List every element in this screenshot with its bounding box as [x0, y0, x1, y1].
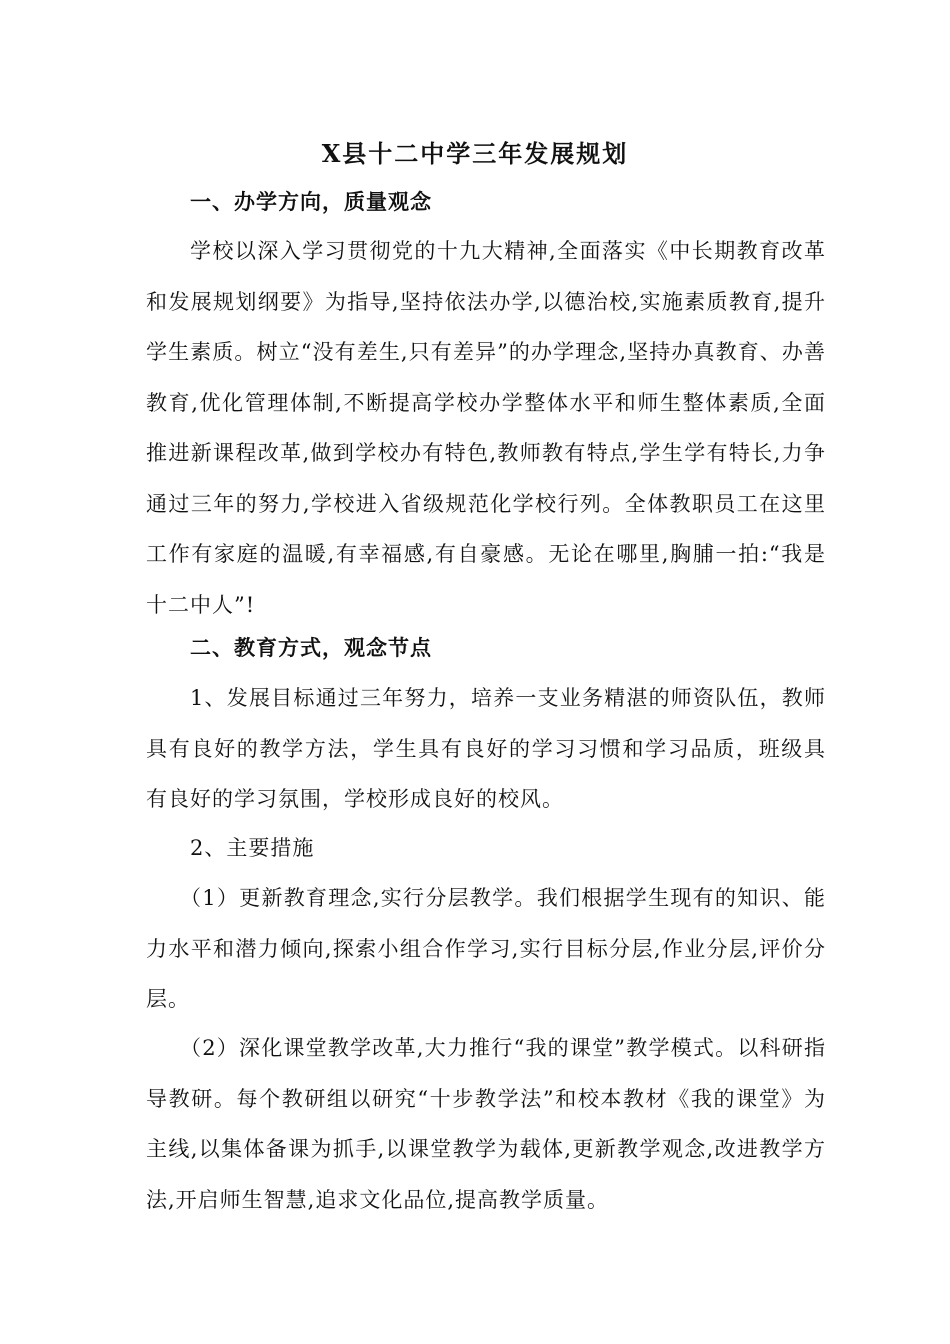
measure1-paragraph: （1）更新教育理念,实行分层教学。我们根据学生现有的知识、能力水平和潜力倾向,探索小组合作学习,实行目标分层,作业分层,评价分层。 — [146, 886, 826, 1011]
section2-item1-paragraph: 1、发展目标通过三年努力，培养一支业务精湛的师资队伍，教师具有良好的教学方法，学生具有良好的学习习惯和学习品质，班级具有良好的学习氛围，学校形成良好的校风。 — [146, 686, 826, 811]
document-title: X县十二中学三年发展规划 — [321, 139, 629, 168]
section1-paragraph: 学校以深入学习贯彻党的十九大精神,全面落实《中长期教育改革和发展规划纲要》为指导,坚持依法办学,以德治校,实施素质教育,提升学生素质。树立“没有差生,只有差异”的办学理念,坚持办真教育、办善教育,优化管理体制,不断提高学校办学整体水平和师生整体素质,全面推进新课程改革,做到学校办有特色,教师教有特点,学生学有特长,力争通过三年的努力,学校进入省级规范化学校行列。全体教职员工在这里工作有家庭的温暖,有幸福感,有自豪感。无论在哪里,胸脯一拍:“我是十二中人”! — [146, 239, 826, 617]
section2-item2-heading: 2、主要措施 — [190, 836, 315, 860]
section2-heading: 二、教育方式，观念节点 — [190, 635, 432, 660]
measure2-paragraph: （2）深化课堂教学改革,大力推行“我的课堂”教学模式。以科研指导教研。每个教研组以研究“十步教学法”和校本教材《我的课堂》为主线,以集体备课为抓手,以课堂教学为载体,更新教学观念,改进教学方法,开启师生智慧,追求文化品位,提高教学质量。 — [146, 1036, 826, 1212]
section1-heading: 一、办学方向，质量观念 — [190, 189, 432, 214]
